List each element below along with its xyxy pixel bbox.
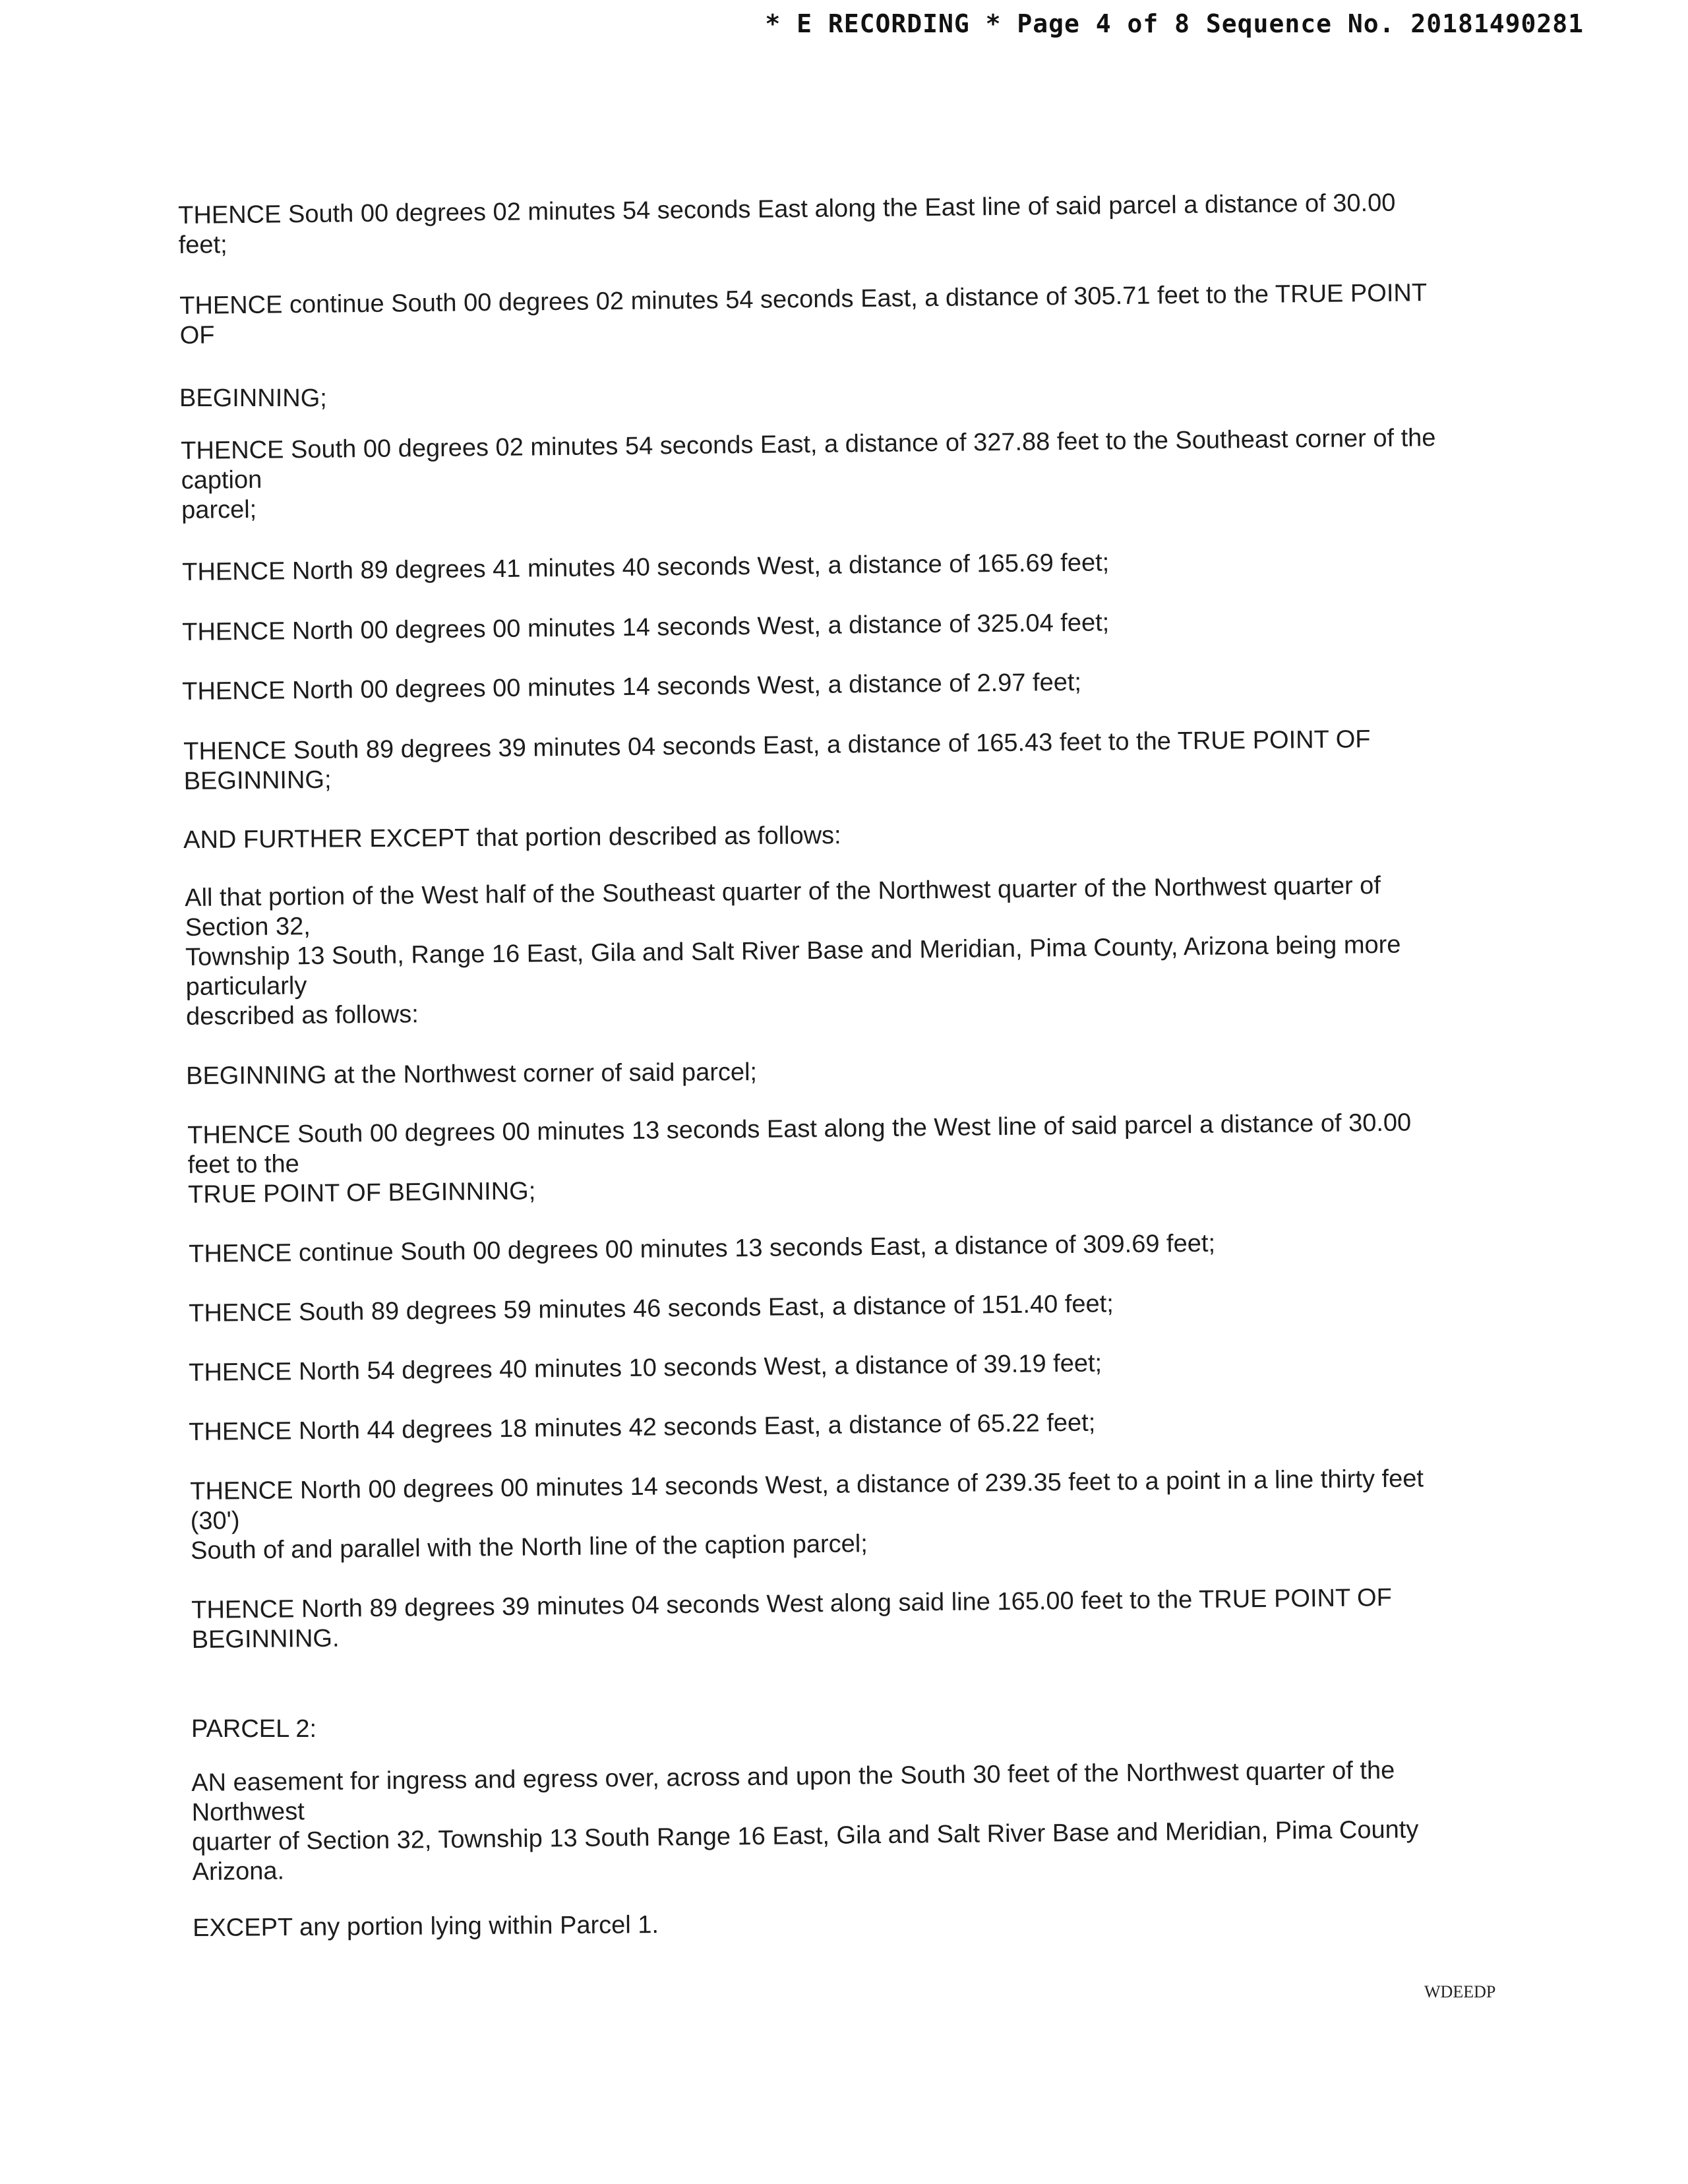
- paragraph-9: AND FURTHER EXCEPT that portion described as follows:: [183, 822, 841, 854]
- paragraph-11: BEGINNING at the Northwest corner of said parcel;: [186, 1058, 758, 1090]
- paragraph-20: AN easement for ingress and egress over, across and upon the South 30 feet of the Northwest quarter of the Northwest quarter of Section 32, Township 13 South Range 16 East, Gila and Salt River Base and Meridian, Pima County Arizona.: [191, 1756, 1419, 1886]
- paragraph-17: THENCE North 00 degrees 00 minutes 14 seconds West, a distance of 239.35 feet to a point in a line thirty feet (30') South of and parallel with the North line of the caption parcel;: [190, 1465, 1424, 1565]
- paragraph-8: THENCE South 89 degrees 39 minutes 04 seconds East, a distance of 165.43 feet to the TRUE POINT OF BEGINNING;: [183, 725, 1371, 795]
- paragraph-18: THENCE North 89 degrees 39 minutes 04 seconds West along said line 165.00 feet to the TRUE POINT OF BEGINNING.: [191, 1583, 1393, 1654]
- document-code: WDEEDP: [1424, 1982, 1496, 2001]
- paragraph-2: THENCE continue South 00 degrees 02 minutes 54 seconds East, a distance of 305.71 feet to the TRUE POINT OF: [179, 279, 1428, 349]
- paragraph-1: THENCE South 00 degrees 02 minutes 54 seconds East along the East line of said parcel a distance of 30.00 feet;: [178, 189, 1396, 259]
- paragraph-13: THENCE continue South 00 degrees 00 minutes 13 seconds East, a distance of 309.69 feet;: [189, 1229, 1216, 1268]
- paragraph-10: All that portion of the West half of the Southeast quarter of the Northwest quarter of the Northwest quarter of Section 32, Township 13 South, Range 16 East, Gila and Salt River Base and Meridian, Pima County, Arizona being more particularly described as follows:: [185, 872, 1401, 1031]
- paragraph-15: THENCE North 54 degrees 40 minutes 10 seconds West, a distance of 39.19 feet;: [189, 1349, 1102, 1387]
- paragraph-12: THENCE South 00 degrees 00 minutes 13 seconds East along the West line of said parcel a distance of 30.00 feet to the TRUE POINT OF BEGINNING;: [187, 1108, 1412, 1209]
- paragraph-21: EXCEPT any portion lying within Parcel 1.: [193, 1911, 659, 1942]
- paragraph-14: THENCE South 89 degrees 59 minutes 46 seconds East, a distance of 151.40 feet;: [189, 1290, 1114, 1327]
- paragraph-5: THENCE North 89 degrees 41 minutes 40 seconds West, a distance of 165.69 feet;: [182, 549, 1110, 586]
- paragraph-16: THENCE North 44 degrees 18 minutes 42 seconds East, a distance of 65.22 feet;: [189, 1409, 1096, 1446]
- paragraph-7: THENCE North 00 degrees 00 minutes 14 seconds West, a distance of 2.97 feet;: [182, 668, 1082, 706]
- parcel-2-heading: PARCEL 2:: [191, 1715, 317, 1743]
- paragraph-6: THENCE North 00 degrees 00 minutes 14 seconds West, a distance of 325.04 feet;: [182, 609, 1110, 646]
- paragraph-3: BEGINNING;: [179, 384, 327, 412]
- paragraph-4: THENCE South 00 degrees 02 minutes 54 seconds East, a distance of 327.88 feet to the Southeast corner of the caption parcel;: [181, 424, 1436, 524]
- recording-header: * E RECORDING * Page 4 of 8 Sequence No. 20181490281: [765, 9, 1584, 38]
